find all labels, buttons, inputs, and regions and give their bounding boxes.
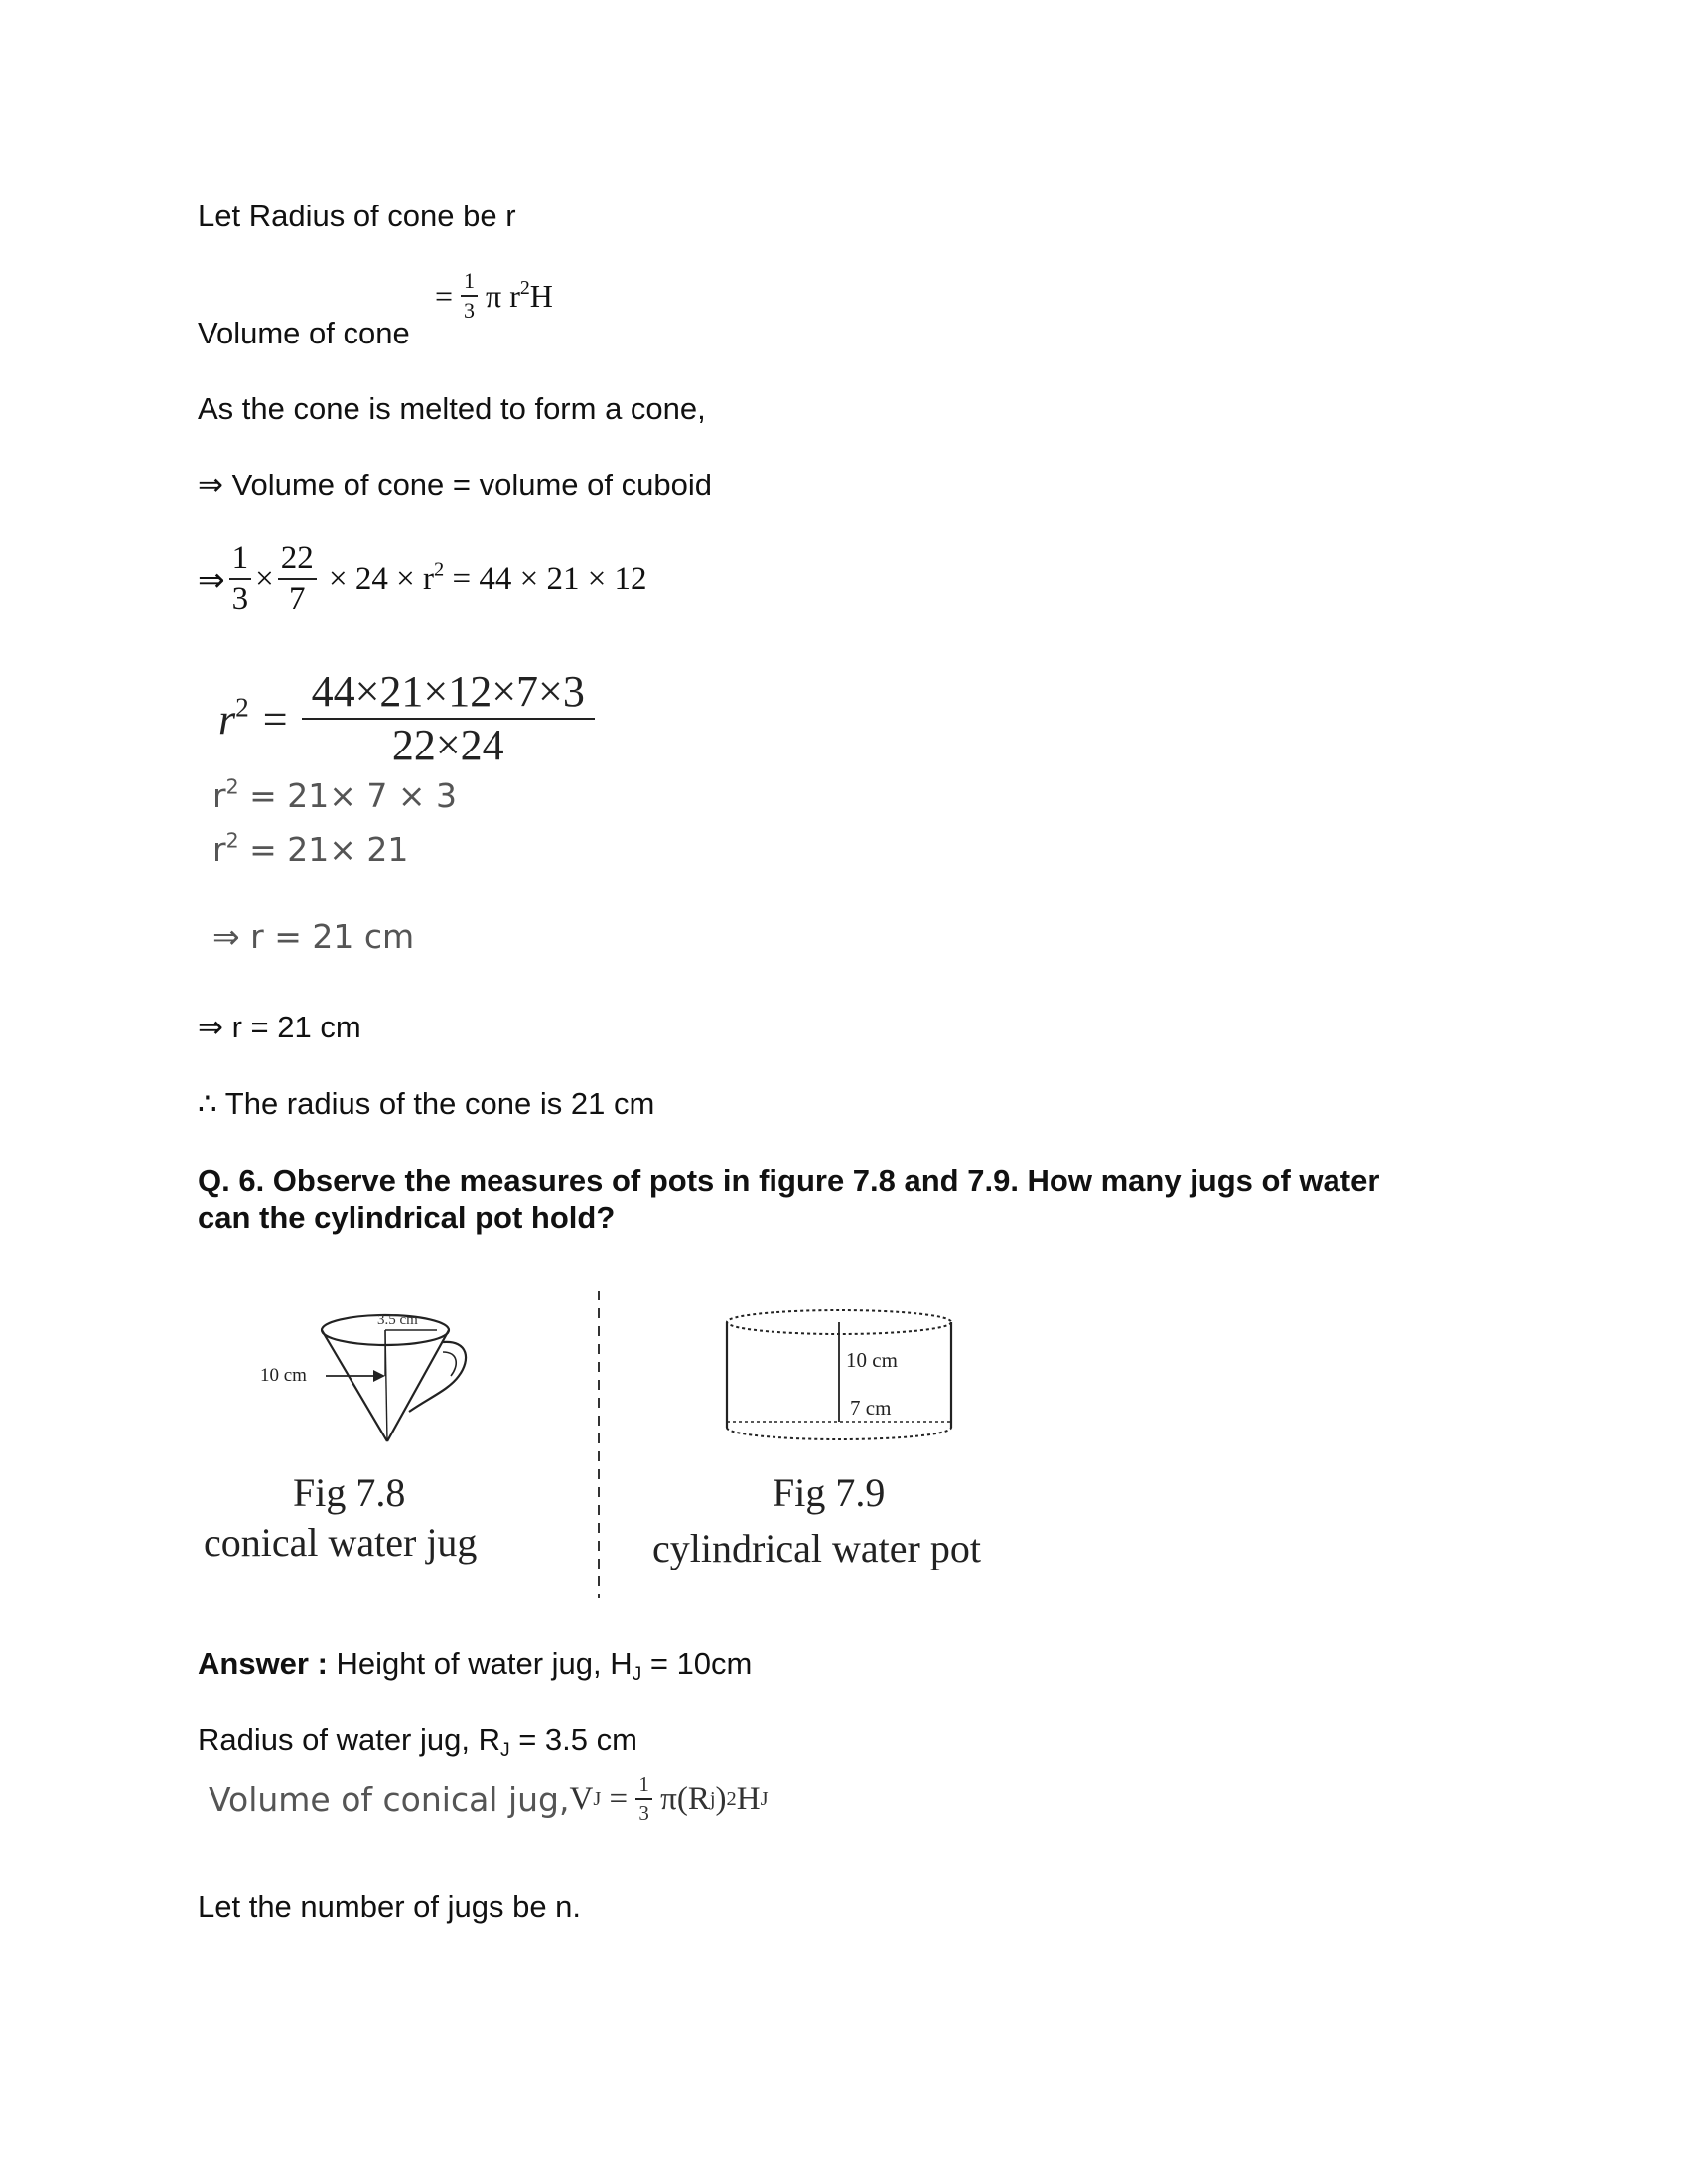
volume-formula: V J = $\frac{1}{3}$ π(R j ) 2 H J <box>569 1772 769 1825</box>
v-symbol: V <box>569 1780 594 1817</box>
fraction-one-third <box>461 270 478 322</box>
cylinder-height-label: 10 cm <box>846 1348 898 1372</box>
jug-handle-inner <box>443 1352 456 1376</box>
right-hand-side: = 44 × 21 × 12 <box>444 560 647 597</box>
cone-radius-label: 3.5 cm <box>377 1312 418 1328</box>
cone-left-side <box>322 1330 387 1441</box>
text-r-result: ⇒ r = 21 cm <box>198 1010 361 1044</box>
cone-height-label: 10 cm <box>260 1365 307 1386</box>
answer-radius-value: = 3.5 cm <box>509 1722 637 1757</box>
arrowhead-icon <box>373 1370 385 1382</box>
fraction-denominator: 7 <box>289 581 306 616</box>
equation-r-squared-step1 <box>212 776 457 815</box>
text-line-melted: As the cone is melted to form a cone, <box>198 391 706 426</box>
close-paren: ) <box>715 1780 727 1817</box>
fraction-denominator: 3 <box>231 581 249 616</box>
equation-r-squared-step2 <box>212 830 408 869</box>
fraction-one-third <box>229 542 252 615</box>
fraction-22-over-7 <box>278 542 317 615</box>
fig-7-9-title: Fig 7.9 <box>773 1470 886 1515</box>
middle-terms: × 24 × r <box>329 560 434 597</box>
text-number-of-jugs: Let the number of jugs be n. <box>198 1889 582 1924</box>
cylinder-radius-label: 7 cm <box>850 1396 892 1420</box>
text-line-volume-equality: ⇒ Volume of cone = volume of cuboid <box>198 468 712 502</box>
implies-arrow: ⇒ <box>198 560 225 598</box>
cylinder-bottom-front <box>727 1428 951 1439</box>
times-sign: × <box>255 560 274 597</box>
fraction-denominator: 22×24 <box>391 721 504 769</box>
fraction-numerator: 1 <box>461 270 478 297</box>
fig-7-9-caption: cylindrical water pot <box>652 1526 981 1570</box>
text-volume-label: Volume of cone <box>198 316 410 350</box>
formula-expression <box>486 278 553 315</box>
fig-7-8-title: Fig 7.8 <box>293 1470 406 1515</box>
subscript: J <box>632 1663 642 1685</box>
conical-jug-figure <box>322 1315 466 1441</box>
formula-volume-cone <box>435 270 553 322</box>
r-symbol: r <box>212 830 226 869</box>
step-rest: = 21× 21 <box>238 830 409 869</box>
figures-panel <box>199 1281 1053 1608</box>
formula-conical-jug-volume <box>209 1774 769 1824</box>
fraction-one-third <box>635 1774 652 1824</box>
step-rest: = 21× 7 × 3 <box>238 776 457 815</box>
fraction-numerator: 1 <box>229 542 252 580</box>
question-line-2: can the cylindrical pot hold? <box>198 1200 616 1235</box>
fraction-denominator: 3 <box>638 1801 649 1825</box>
r-squared <box>218 691 249 745</box>
equals-sign: = <box>435 277 454 314</box>
fraction-numerator: 1 <box>635 1774 652 1800</box>
exponent: 2 <box>225 828 239 853</box>
r-symbol: r <box>212 776 226 815</box>
big-fraction <box>302 667 595 769</box>
fraction-numerator: 44×21×12×7×3 <box>302 670 595 720</box>
cylinder-figure <box>727 1310 951 1439</box>
equals-sign: = <box>262 694 288 744</box>
text-conclusion: ∴ The radius of the cone is 21 cm <box>198 1086 655 1121</box>
exponent: 2 <box>519 276 530 299</box>
pi-r: π(R <box>651 1780 710 1817</box>
answer-radius-line <box>198 1722 637 1761</box>
question-line-1: Q. 6. Observe the measures of pots in figure 7.8 and 7.9. How many jugs of water <box>198 1163 1380 1198</box>
fraction-numerator: 22 <box>278 542 317 580</box>
fraction-denominator: 3 <box>464 298 476 323</box>
answer-radius-text: Radius of water jug, R <box>198 1722 500 1757</box>
equation-r-squared-fraction <box>218 667 595 769</box>
exponent: 2 <box>225 774 239 799</box>
cone-right-side <box>387 1330 449 1441</box>
answer-height-text: Height of water jug, H <box>327 1646 633 1681</box>
height-symbol: H <box>529 277 553 314</box>
subscript: J <box>499 1739 510 1761</box>
r-symbol: r <box>218 694 236 744</box>
text-line-radius-def: Let Radius of cone be r <box>198 199 516 233</box>
pi-r: π r <box>486 277 520 314</box>
equation-r-result-grey: ⇒ r = 21 cm <box>212 917 415 956</box>
h-symbol: H <box>736 1780 761 1817</box>
answer-height-line <box>198 1646 753 1685</box>
volume-text: Volume of conical jug, <box>209 1779 570 1819</box>
equation-middle <box>321 558 647 598</box>
answer-label: Answer : <box>198 1646 328 1681</box>
equals-sign: = <box>601 1780 636 1817</box>
exponent: 2 <box>235 691 249 722</box>
equation-volume-substitution <box>198 542 647 615</box>
fig-7-8-caption: conical water jug <box>204 1520 478 1565</box>
exponent: 2 <box>434 558 445 581</box>
answer-height-value: = 10cm <box>641 1646 753 1681</box>
